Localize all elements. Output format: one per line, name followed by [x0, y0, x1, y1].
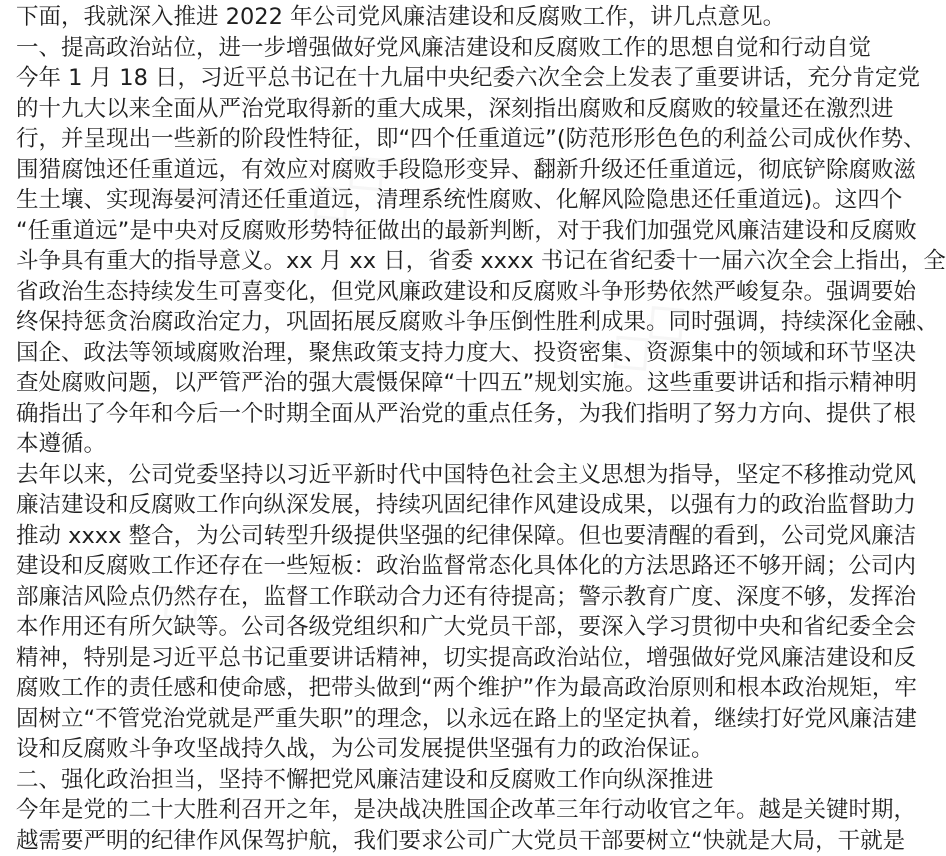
- document-body: [16, 2, 784, 856]
- text-line: 国企、政法等领域腐败治理，聚焦政策支持力度大、投资密集、资源集中的领域和环节坚决: [16, 338, 784, 369]
- text-line: 本作用还有所欠缺等。公司各级党组织和广大党员干部，要深入学习贯彻中央和省纪委全会: [16, 612, 784, 643]
- text-line: 固树立“不管党治党就是严重失职”的理念，以永远在路上的坚定执着，继续打好党风廉洁建: [16, 704, 784, 735]
- text-line: 今年是党的二十大胜利召开之年，是决战决胜国企改革三年行动收官之年。越是关键时期，: [16, 795, 784, 826]
- text-line: 确指出了今年和今后一个时期全面从严治党的重点任务，为我们指明了努力方向、提供了根: [16, 399, 784, 430]
- text-line: 本遵循。: [16, 429, 784, 460]
- text-line: 行，并呈现出一些新的阶段性特征，即“四个任重道远”(防范形形色色的利益公司成伙作势、: [16, 124, 784, 155]
- text-line: 精神，特别是习近平总书记重要讲话精神，切实提高政治站位，增强做好党风廉洁建设和反: [16, 643, 784, 674]
- text-line: 腐败工作的责任感和使命感，把带头做到“两个维护”作为最高政治原则和根本政治规矩，牢: [16, 673, 784, 704]
- text-line: 省政治生态持续发生可喜变化，但党风廉政建设和反腐败斗争形势依然严峻复杂。强调要始: [16, 277, 784, 308]
- text-line: 生土壤、实现海晏河清还任重道远，清理系统性腐败、化解风险隐患还任重道远)。这四个: [16, 185, 784, 216]
- text-line: 围猎腐蚀还任重道远，有效应对腐败手段隐形变异、翻新升级还任重道远，彻底铲除腐败滋: [16, 155, 784, 186]
- text-line: “任重道远”是中央对反腐败形势特征做出的最新判断，对于我们加强党风廉洁建设和反腐败: [16, 216, 784, 247]
- text-line: 推动 xxxx 整合，为公司转型升级提供坚强的纪律保障。但也要清醒的看到，公司党风廉洁: [16, 521, 784, 552]
- text-line: 的十九大以来全面从严治党取得新的重大成果，深刻指出腐败和反腐败的较量还在激烈进: [16, 94, 784, 125]
- text-line: 建设和反腐败工作还存在一些短板：政治监督常态化具体化的方法思路还不够开阔；公司内: [16, 551, 784, 582]
- text-line: 今年 1 月 18 日，习近平总书记在十九届中央纪委六次全会上发表了重要讲话，充分肯定党: [16, 63, 784, 94]
- text-line: 二、强化政治担当，坚持不懈把党风廉洁建设和反腐败工作向纵深推进: [16, 765, 784, 796]
- text-line: 设和反腐败斗争攻坚战持久战，为公司发展提供坚强有力的政治保证。: [16, 734, 784, 765]
- text-line: 下面，我就深入推进 2022 年公司党风廉洁建设和反腐败工作，讲几点意见。: [16, 2, 784, 33]
- text-line: 斗争具有重大的指导意义。xx 月 xx 日，省委 xxxx 书记在省纪委十一届六次全会上指出，全: [16, 246, 784, 277]
- text-line: 查处腐败问题，以严管严治的强大震慑保障“十四五”规划实施。这些重要讲话和指示精神明: [16, 368, 784, 399]
- text-line: 终保持惩贪治腐政治定力，巩固拓展反腐败斗争压倒性胜利成果。同时强调，持续深化金融、: [16, 307, 784, 338]
- text-line: 去年以来，公司党委坚持以习近平新时代中国特色社会主义思想为指导，坚定不移推动党风: [16, 460, 784, 491]
- text-line: 部廉洁风险点仍然存在，监督工作联动合力还有待提高；警示教育广度、深度不够，发挥治: [16, 582, 784, 613]
- text-line: 一、提高政治站位，进一步增强做好党风廉洁建设和反腐败工作的思想自觉和行动自觉: [16, 33, 784, 64]
- text-line: 越需要严明的纪律作风保驾护航，我们要求公司广大党员干部要树立“快就是大局，干就是: [16, 826, 784, 856]
- text-line: 廉洁建设和反腐败工作向纵深发展，持续巩固纪律作风建设成果，以强有力的政治监督助力: [16, 490, 784, 521]
